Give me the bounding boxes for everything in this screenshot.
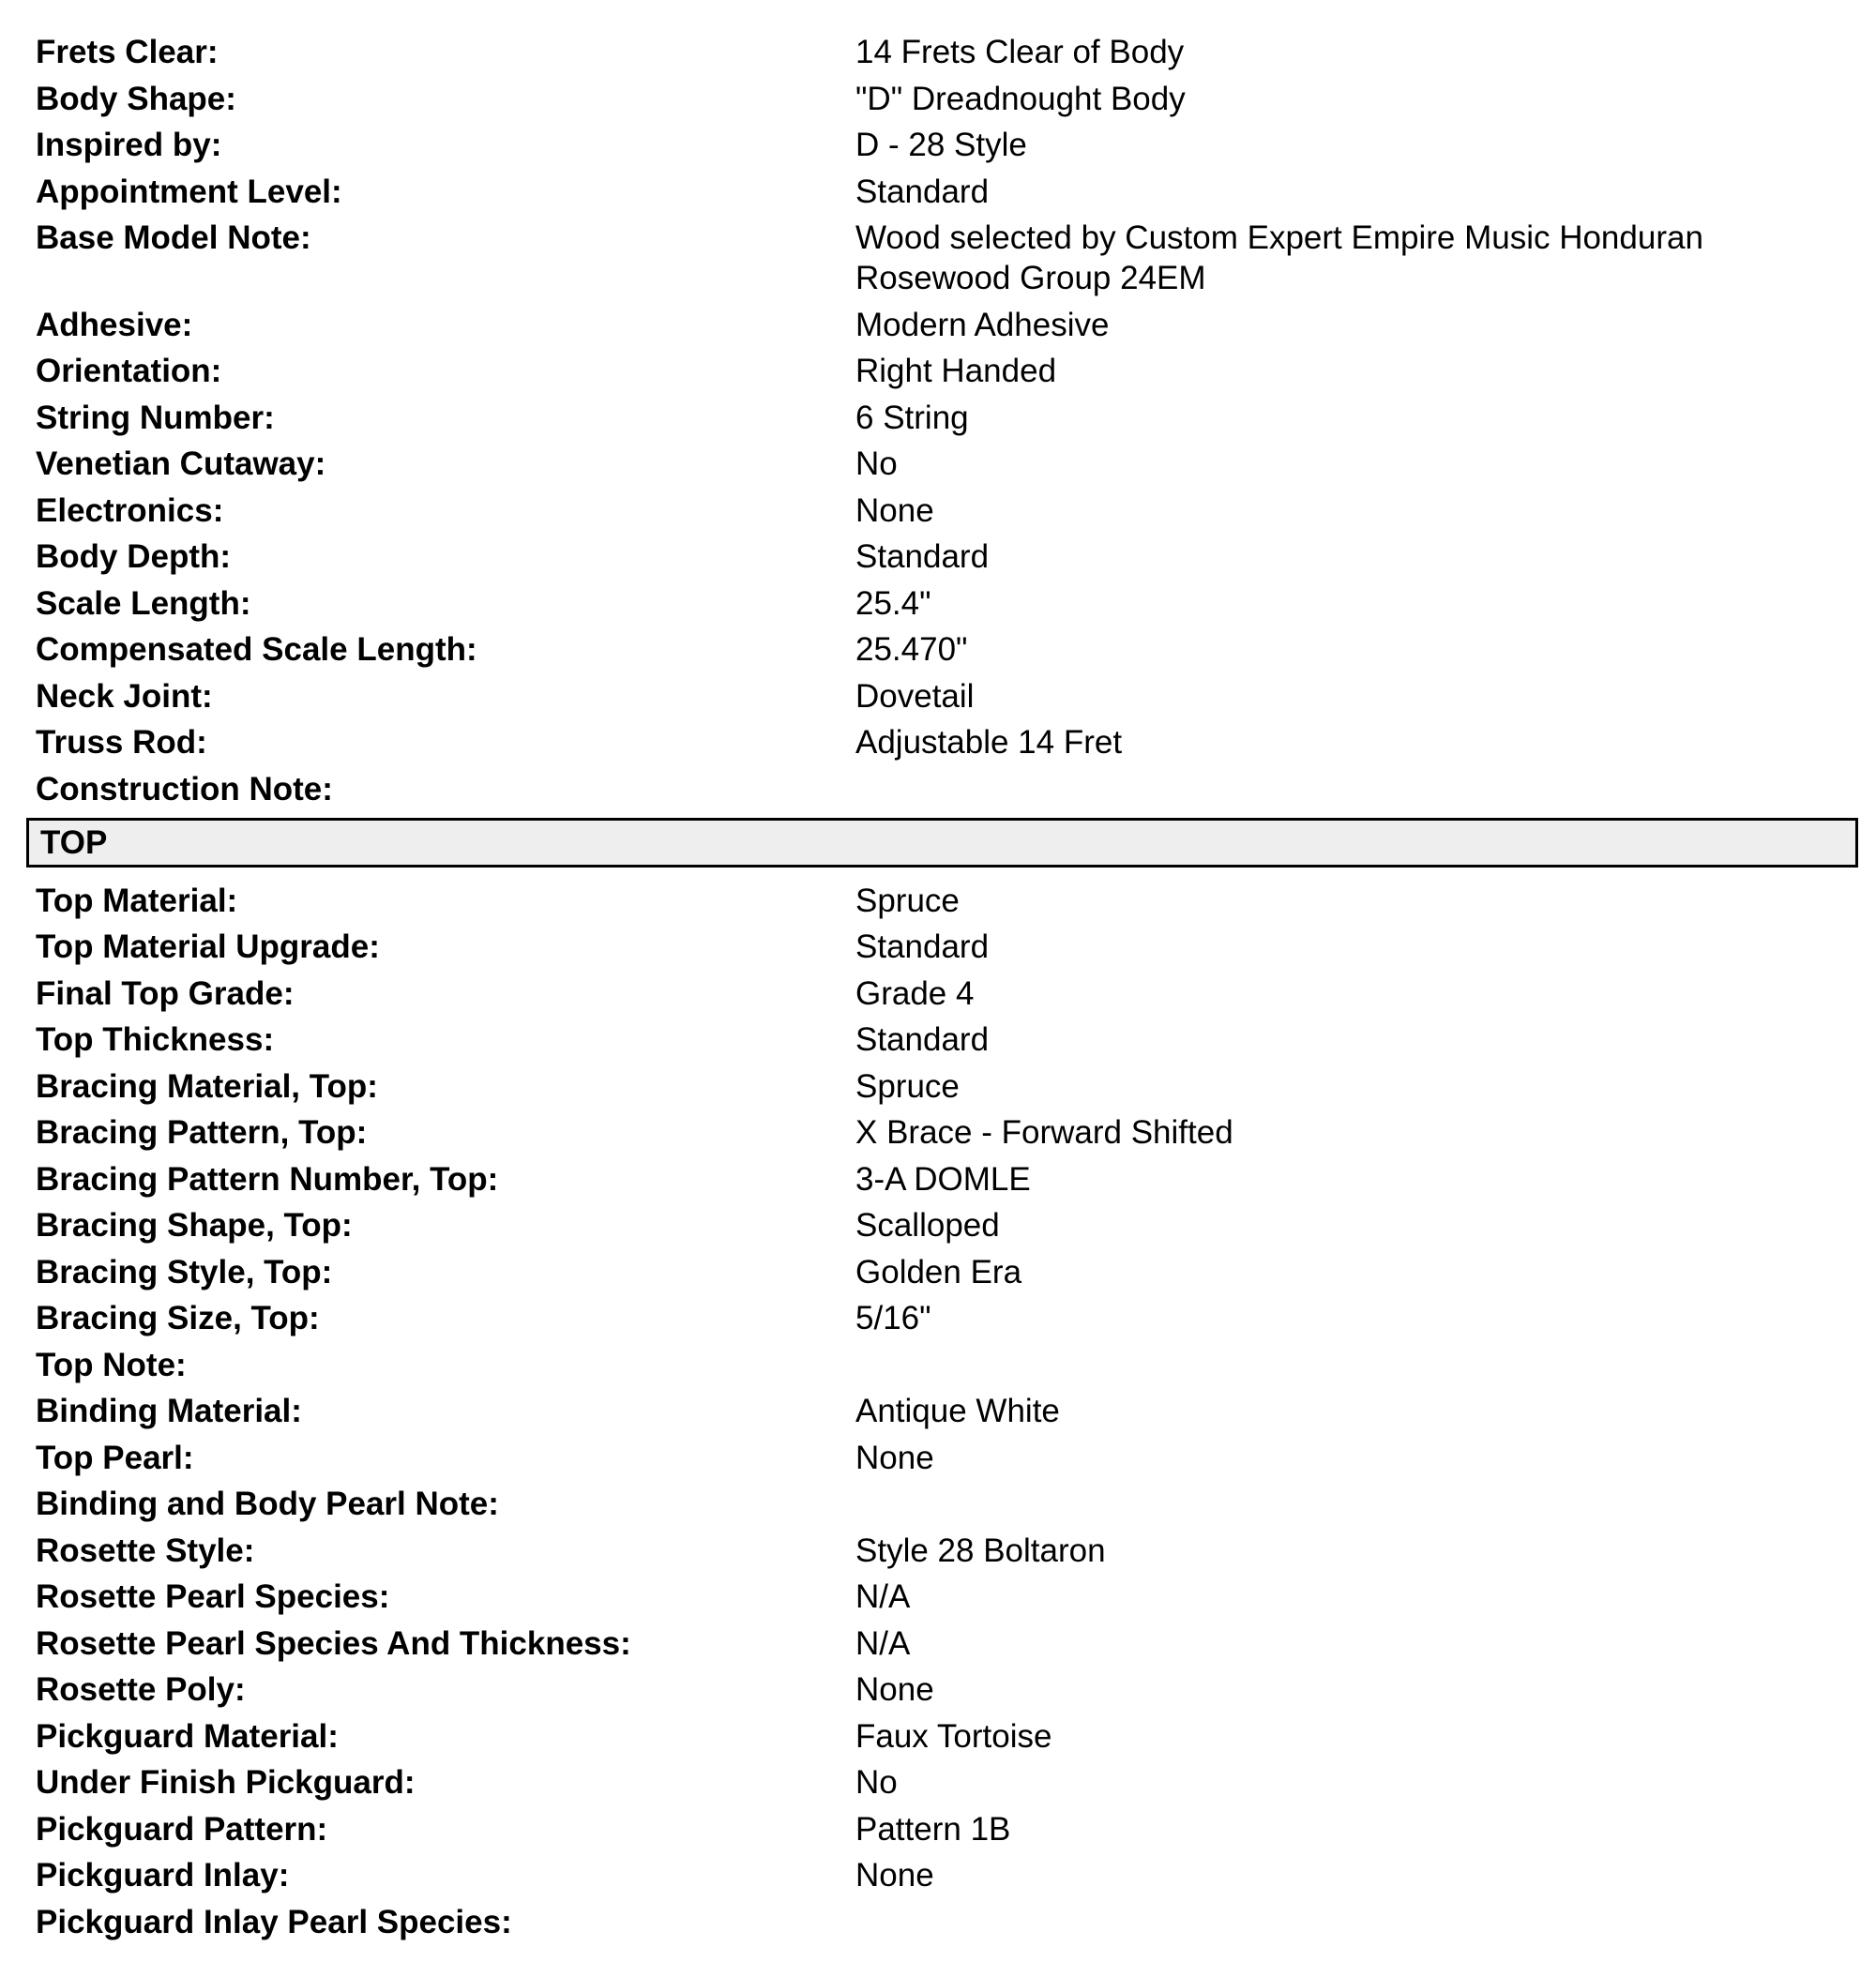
spec-row (0, 1298, 1876, 1338)
spec-label: String Number: (36, 399, 275, 436)
spec-row (0, 444, 1876, 484)
spec-value: 6 String (855, 399, 969, 436)
spec-label: Final Top Grade: (36, 974, 295, 1012)
spec-value: Standard (855, 1021, 990, 1058)
spec-value: N/A (855, 1624, 911, 1662)
spec-label: Bracing Pattern, Top: (36, 1114, 368, 1151)
spec-row (0, 1438, 1876, 1478)
spec-value: 3-A DOMLE (855, 1160, 1031, 1198)
spec-label: Rosette Style: (36, 1532, 255, 1569)
spec-label: Bracing Shape, Top: (36, 1207, 353, 1244)
spec-label: Bracing Size, Top: (36, 1300, 320, 1336)
spec-label: Binding and Body Pearl Note: (36, 1486, 499, 1522)
spec-value: None (855, 1439, 934, 1476)
spec-label: Rosette Pearl Species: (36, 1578, 390, 1615)
spec-label: Top Material: (36, 882, 238, 919)
spec-value: "D" Dreadnought Body (855, 80, 1186, 117)
spec-row (0, 1391, 1876, 1431)
spec-label: Under Finish Pickguard: (36, 1764, 416, 1801)
spec-value: None (855, 491, 934, 529)
spec-row (0, 1066, 1876, 1107)
spec-label: Top Material Upgrade: (36, 928, 380, 965)
spec-label: Orientation: (36, 353, 222, 389)
spec-row (0, 1205, 1876, 1245)
spec-value: No (855, 445, 898, 482)
spec-value: Standard (855, 928, 990, 965)
spec-label: Neck Joint: (36, 677, 213, 715)
spec-row (0, 490, 1876, 531)
spec-row (0, 1484, 1876, 1524)
spec-value: Modern Adhesive (855, 306, 1110, 343)
spec-label: Base Model Note: (36, 219, 311, 256)
spec-row (0, 722, 1876, 762)
spec-row (0, 351, 1876, 391)
spec-row (0, 1855, 1876, 1895)
spec-label: Bracing Material, Top: (36, 1067, 378, 1105)
spec-value: Style 28 Boltaron (855, 1532, 1106, 1569)
spec-label: Bracing Style, Top: (36, 1253, 333, 1290)
spec-value: Scalloped (855, 1207, 1000, 1244)
spec-value: Wood selected by Custom Expert Empire Music Honduran Rosewood Group 24EM (855, 219, 1703, 296)
spec-label: Top Thickness: (36, 1021, 275, 1058)
spec-value: Right Handed (855, 353, 1057, 389)
top-spec-rows (0, 881, 1876, 1942)
section-header-top (26, 818, 1858, 868)
spec-label: Compensated Scale Length: (36, 631, 477, 668)
spec-row (0, 769, 1876, 809)
spec-row (0, 79, 1876, 119)
spec-label: Top Pearl: (36, 1439, 194, 1476)
spec-label: Bracing Pattern Number, Top: (36, 1160, 499, 1198)
spec-label: Electronics: (36, 491, 224, 529)
spec-value: Grade 4 (855, 974, 975, 1012)
spec-row (0, 172, 1876, 212)
spec-label: Body Shape: (36, 80, 236, 117)
spec-label: Appointment Level: (36, 173, 342, 210)
spec-label: Truss Rod: (36, 724, 207, 761)
spec-value: Adjustable 14 Fret (855, 724, 1123, 761)
spec-row (0, 1902, 1876, 1942)
spec-value: Faux Tortoise (855, 1717, 1052, 1755)
spec-label: Adhesive: (36, 306, 193, 343)
spec-value: 5/16" (855, 1300, 931, 1336)
spec-value: 14 Frets Clear of Body (855, 34, 1185, 70)
spec-value: 25.470" (855, 631, 968, 668)
spec-row (0, 1531, 1876, 1571)
spec-label: Pickguard Inlay: (36, 1857, 290, 1894)
spec-row (0, 125, 1876, 165)
spec-label: Construction Note: (36, 770, 333, 807)
spec-row (0, 1623, 1876, 1664)
spec-value: Pattern 1B (855, 1810, 1011, 1848)
spec-row (0, 1809, 1876, 1849)
spec-label: Rosette Poly: (36, 1671, 246, 1708)
spec-value: No (855, 1764, 898, 1801)
spec-value: X Brace - Forward Shifted (855, 1114, 1233, 1151)
spec-row (0, 881, 1876, 921)
spec-row (0, 1669, 1876, 1710)
spec-label: Frets Clear: (36, 34, 219, 70)
spec-value: None (855, 1857, 934, 1894)
spec-row (0, 676, 1876, 717)
spec-label: Pickguard Inlay Pearl Species: (36, 1903, 512, 1940)
spec-value: None (855, 1671, 934, 1708)
spec-label: Scale Length: (36, 584, 251, 622)
spec-label: Pickguard Material: (36, 1717, 339, 1755)
spec-row (0, 1159, 1876, 1200)
spec-row (0, 536, 1876, 577)
spec-value: Antique White (855, 1393, 1060, 1429)
spec-label: Pickguard Pattern: (36, 1810, 328, 1848)
spec-row (0, 218, 1876, 298)
spec-row (0, 1577, 1876, 1617)
spec-row (0, 32, 1876, 72)
spec-row (0, 398, 1876, 438)
spec-row (0, 583, 1876, 624)
spec-value: Spruce (855, 882, 960, 919)
spec-label: Inspired by: (36, 127, 222, 163)
spec-value: 25.4" (855, 584, 931, 622)
spec-row (0, 1112, 1876, 1153)
spec-value: Spruce (855, 1067, 960, 1105)
spec-label: Venetian Cutaway: (36, 445, 326, 482)
spec-row (0, 629, 1876, 670)
spec-value: N/A (855, 1578, 911, 1615)
spec-row (0, 305, 1876, 345)
spec-row (0, 1345, 1876, 1385)
spec-row (0, 927, 1876, 967)
spec-value: D - 28 Style (855, 127, 1027, 163)
section-header-label: TOP (40, 823, 108, 861)
spec-row (0, 1252, 1876, 1292)
spec-value: Golden Era (855, 1253, 1022, 1290)
spec-label: Body Depth: (36, 538, 232, 575)
spec-row (0, 1019, 1876, 1060)
spec-row (0, 1762, 1876, 1803)
spec-value: Standard (855, 173, 990, 210)
construction-spec-rows (0, 32, 1876, 809)
spec-row (0, 1716, 1876, 1757)
spec-label: Rosette Pearl Species And Thickness: (36, 1624, 631, 1662)
spec-value: Standard (855, 538, 990, 575)
spec-value: Dovetail (855, 677, 975, 715)
spec-row (0, 973, 1876, 1014)
spec-label: Binding Material: (36, 1393, 302, 1429)
spec-label: Top Note: (36, 1346, 187, 1383)
